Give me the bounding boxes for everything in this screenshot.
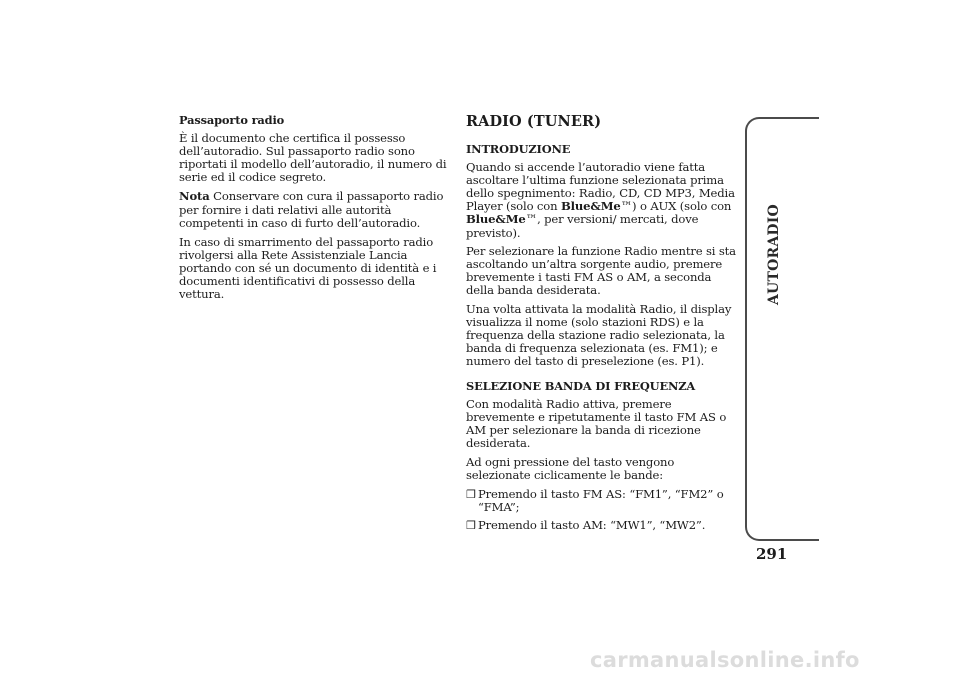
select-radio-paragraph: Per selezionare la funzione Radio mentre si sta ascoltando un’altra sorgente audio, premere brevemente i tasti FM AS o AM, a seconda della banda desiderata.: [466, 244, 736, 298]
intro-text-c: ™) o AUX (solo con: [620, 199, 732, 214]
intro-paragraph: [466, 161, 742, 240]
right-column: [466, 114, 742, 537]
checkbox-bullet-icon: ❒: [466, 518, 476, 532]
left-column: [179, 114, 451, 307]
intro-text-d: ™, per versioni/ mercati, dove previsto).: [466, 212, 699, 240]
intro-heading: INTRODUZIONE: [466, 142, 571, 156]
checkbox-bullet-icon: ❒: [466, 487, 476, 501]
passport-heading: Passaporto radio: [179, 113, 285, 127]
bullet-text: Premendo il tasto AM: “MW1”, “MW2”.: [478, 517, 706, 532]
blueme-term-1: Blue&Me: [560, 199, 621, 214]
band-heading: SELEZIONE BANDA DI FREQUENZA: [466, 379, 696, 393]
chapter-tab-label: AUTORADIO: [766, 204, 782, 305]
watermark: carmanualsonline.info: [590, 648, 860, 672]
note-label: Nota: [179, 189, 210, 204]
passport-paragraph: È il documento che certifica il possesso dell’autoradio. Sul passaporto radio sono riportati il modello dell’autoradio, il numero di serie ed il codice segreto.: [179, 131, 447, 185]
blueme-term-2: Blue&Me: [466, 212, 526, 227]
bullet-item: [466, 519, 742, 532]
bullet-text: Premendo il tasto FM AS: “FM1”, “FM2” o “FMA”;: [478, 486, 724, 514]
section-title: RADIO (TUNER): [466, 113, 602, 130]
display-paragraph: Una volta attivata la modalità Radio, il display visualizza il nome (solo stazioni RDS) e la frequenza della stazione radio selezionata, la banda di frequenza selezionata (es. FM1); e numero del tasto di preselezione (es. P1).: [466, 302, 732, 369]
loss-paragraph: In caso di smarrimento del passaporto radio rivolgersi alla Rete Assistenziale Lancia portando con sé un documento di identità e i documenti identificativi di possesso della vettura.: [179, 234, 437, 302]
note-text: Conservare con cura il passaporto radio per fornire i dati relativi alle autorità competenti in caso di furto dell’autoradio.: [179, 189, 444, 230]
intro-text-a: Quando si accende l’autoradio viene fatta ascoltare l’ultima funzione selezionata prima dello spegnimento: Radio, CD, CD MP3, Media Player (solo con: [466, 160, 735, 214]
page-number: 291: [756, 545, 788, 563]
note-paragraph: [179, 190, 451, 229]
bullet-item: [466, 488, 742, 514]
cycle-paragraph: Ad ogni pressione del tasto vengono selezionate ciclicamente le bande:: [466, 454, 675, 483]
chapter-tab: [745, 117, 819, 541]
band-paragraph: Con modalità Radio attiva, premere brevemente e ripetutamente il tasto FM AS o AM per selezionare la banda di ricezione desiderata.: [466, 397, 727, 451]
